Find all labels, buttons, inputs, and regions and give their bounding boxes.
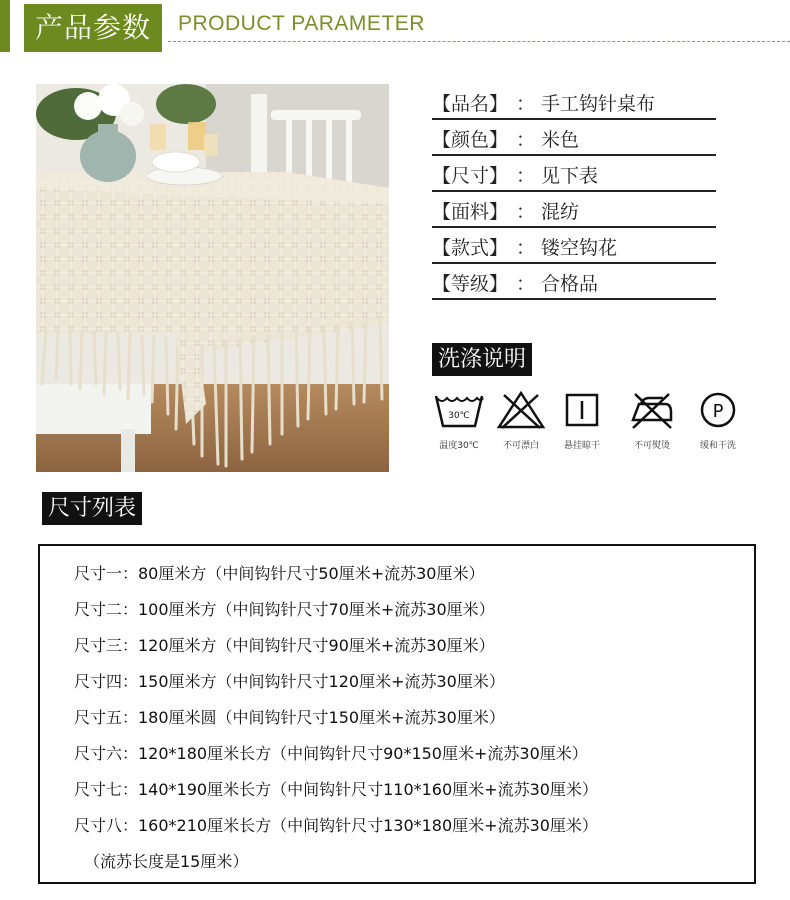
size-row: 尺寸三：120厘米方（中间钩针尺寸90厘米+流苏30厘米） [74,636,495,655]
dry-clean-mark: P [712,401,724,422]
wash-item-iron [617,390,687,451]
no-iron-icon [629,390,675,430]
wash-label: 不可熨烫 [633,441,670,451]
size-row: 尺寸四：150厘米方（中间钩针尺寸120厘米+流苏30厘米） [74,672,505,691]
param-key: 【等级】 [432,272,509,295]
param-row-grade [432,264,716,300]
size-row: 尺寸六：120*180厘米长方（中间钩针尺寸90*150厘米+流苏30厘米） [74,744,588,763]
size-row: 尺寸五：180厘米圆（中间钩针尺寸150厘米+流苏30厘米） [74,708,505,727]
param-row-name [432,84,716,120]
wash-label: 缓和干洗 [699,441,736,451]
size-table [38,544,756,884]
param-sep: ： [516,236,536,259]
param-key: 【品名】 [432,92,509,115]
size-row: 尺寸二：100厘米方（中间钩针尺寸70厘米+流苏30厘米） [74,600,495,619]
param-sep: ： [516,164,536,187]
fringe-note: （流苏长度是15厘米） [84,852,249,871]
param-key: 【款式】 [432,236,509,259]
size-row: 尺寸七：140*190厘米长方（中间钩针尺寸110*160厘米+流苏30厘米） [74,780,598,799]
param-key: 【颜色】 [432,128,509,151]
param-sep: ： [516,200,536,223]
wash-30c-icon [433,390,485,430]
hang-dry-icon [562,390,602,430]
param-value: 混纺 [541,200,580,223]
param-list [432,84,716,300]
param-key: 【尺寸】 [432,164,509,187]
product-photo [36,84,389,472]
header-accent-bar [0,0,10,52]
param-row-color [432,120,716,156]
wash-item-bleach [486,390,556,451]
param-sep: ： [516,272,536,295]
wash-title: 洗涤说明 [432,343,532,376]
header-title: 产品参数 [24,4,162,52]
size-row: 尺寸八：160*210厘米长方（中间钩针尺寸130*180厘米+流苏30厘米） [74,816,598,835]
size-row: 尺寸一：80厘米方（中间钩针尺寸50厘米+流苏30厘米） [74,564,485,583]
header-dashed-divider [168,41,790,42]
wash-temp-text: 30℃ [448,411,470,421]
section-header [0,0,790,56]
no-bleach-icon [496,390,546,430]
param-sep: ： [516,92,536,115]
wash-item-dryclean [683,390,753,451]
param-value: 合格品 [541,272,599,295]
param-sep: ： [516,128,536,151]
param-value: 手工钩针桌布 [541,92,656,115]
wash-item-temp [424,390,494,451]
param-value: 见下表 [541,164,599,187]
param-row-style [432,228,716,264]
param-row-size [432,156,716,192]
wash-label: 温度30℃ [439,441,479,451]
wash-label: 悬挂晾干 [563,441,600,451]
header-subtitle: PRODUCT PARAMETER [178,12,425,35]
param-value: 米色 [541,128,580,151]
size-title: 尺寸列表 [42,492,142,525]
param-value: 镂空钩花 [541,236,618,259]
dry-clean-icon [698,390,738,430]
wash-label: 不可漂白 [502,441,539,451]
param-row-fabric [432,192,716,228]
param-key: 【面料】 [432,200,509,223]
wash-item-dry [547,390,617,451]
